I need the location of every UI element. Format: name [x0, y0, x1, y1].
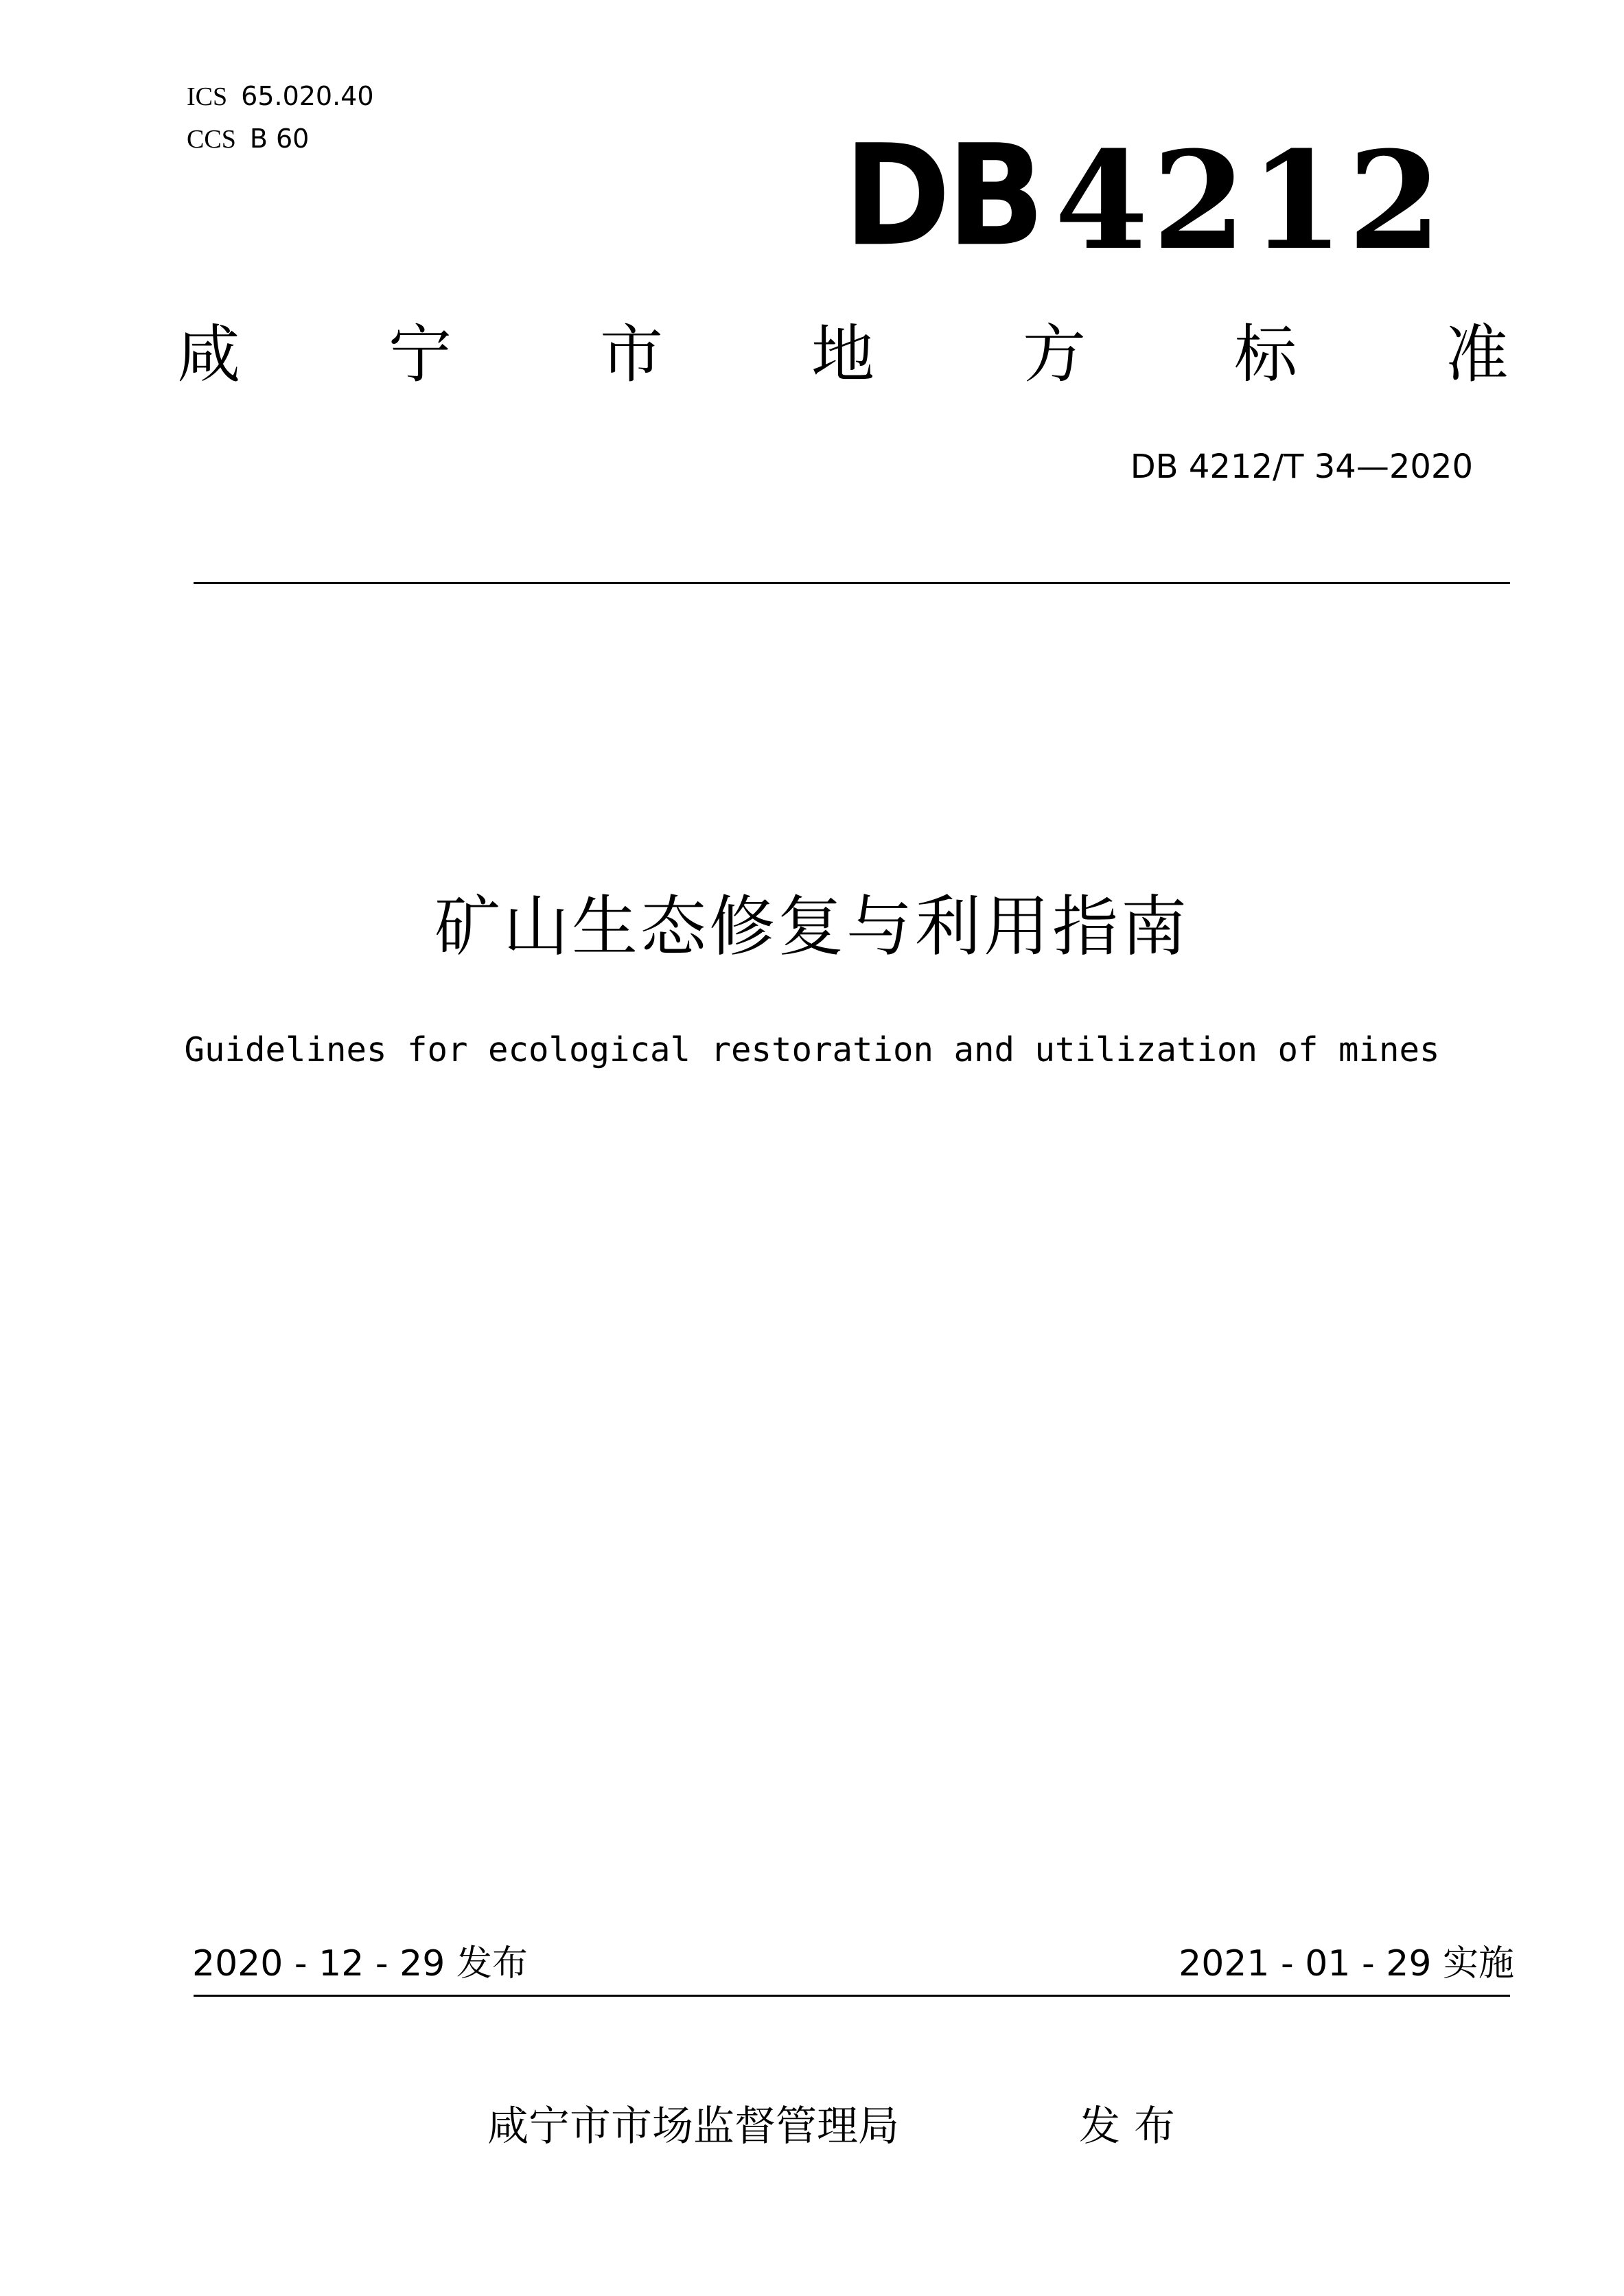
ics-label: ICS	[187, 82, 228, 111]
ccs-classification	[187, 124, 309, 154]
standard-type-char: 宁	[388, 318, 452, 391]
standard-type-char: 标	[1233, 318, 1297, 391]
standard-type-char: 咸	[177, 318, 241, 391]
ccs-code: B 60	[249, 124, 310, 154]
publisher-name: 咸宁市市场监督管理局	[487, 2102, 899, 2150]
standard-type-char: 市	[599, 318, 663, 391]
publish-label: 发布	[1079, 2102, 1189, 2150]
standard-number: DB 4212/T 34—2020	[1130, 448, 1473, 486]
issue-date: 2020 - 12 - 29 发布	[192, 1943, 528, 1984]
standard-type-char: 准	[1445, 318, 1509, 391]
document-title-zh: 矿山生态修复与利用指南	[434, 888, 1190, 965]
ics-classification	[187, 81, 374, 112]
standard-type-heading	[177, 317, 1509, 393]
db-standard-logo	[844, 115, 1446, 280]
standard-type-char: 地	[811, 318, 874, 391]
header-divider	[194, 582, 1510, 584]
db-logo-prefix: DB	[844, 115, 1041, 277]
implementation-date: 2021 - 01 - 29 实施	[1179, 1943, 1514, 1984]
ccs-label: CCS	[187, 125, 236, 154]
db-logo-number: 4212	[1054, 122, 1446, 280]
footer-divider	[194, 1995, 1510, 1997]
ics-code: 65.020.40	[241, 81, 374, 111]
document-title-en: Guidelines for ecological restoration and utilization of mines	[184, 1030, 1440, 1069]
standard-type-char: 方	[1022, 318, 1086, 391]
